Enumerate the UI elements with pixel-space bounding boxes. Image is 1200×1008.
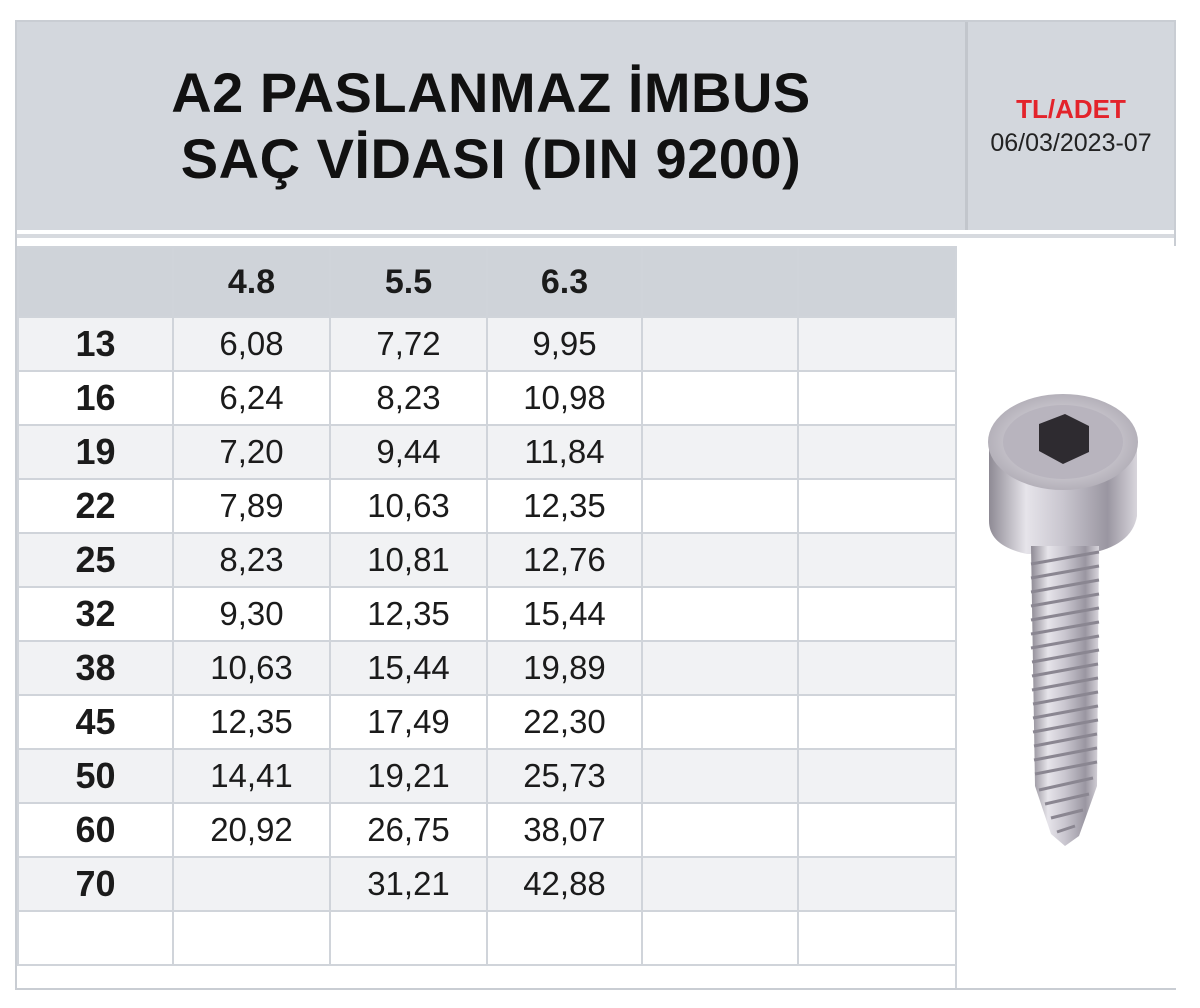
price-cell	[642, 911, 798, 965]
price-cell: 17,49	[330, 695, 487, 749]
price-cell	[798, 479, 956, 533]
price-cell: 19,89	[487, 641, 642, 695]
price-table	[17, 246, 957, 966]
price-cell: 12,35	[173, 695, 330, 749]
table-row	[18, 317, 956, 371]
price-cell	[798, 425, 956, 479]
table-row	[18, 749, 956, 803]
row-length-cell: 60	[18, 803, 173, 857]
price-cell: 20,92	[173, 803, 330, 857]
price-cell	[798, 857, 956, 911]
price-cell	[642, 857, 798, 911]
header-separator	[17, 234, 1174, 238]
price-cell: 12,35	[330, 587, 487, 641]
price-cell: 26,75	[330, 803, 487, 857]
table-row	[18, 371, 956, 425]
table-row	[18, 695, 956, 749]
price-cell: 7,20	[173, 425, 330, 479]
table-row	[18, 587, 956, 641]
price-cell	[642, 749, 798, 803]
price-cell: 8,23	[330, 371, 487, 425]
price-cell: 14,41	[173, 749, 330, 803]
price-cell: 6,24	[173, 371, 330, 425]
price-cell: 22,30	[487, 695, 642, 749]
price-cell: 11,84	[487, 425, 642, 479]
page-title	[17, 22, 965, 230]
price-cell	[642, 425, 798, 479]
price-cell	[798, 317, 956, 371]
row-length-cell: 25	[18, 533, 173, 587]
price-cell	[642, 533, 798, 587]
unit-label: TL/ADET	[1016, 94, 1126, 124]
price-cell: 9,44	[330, 425, 487, 479]
column-header: 4.8	[173, 247, 330, 317]
price-cell: 7,72	[330, 317, 487, 371]
price-cell: 9,95	[487, 317, 642, 371]
price-cell: 7,89	[173, 479, 330, 533]
price-cell: 15,44	[330, 641, 487, 695]
column-header: 5.5	[330, 247, 487, 317]
hex-socket-screw-icon	[957, 246, 1176, 988]
column-header: 6.3	[487, 247, 642, 317]
column-header	[798, 247, 956, 317]
price-cell	[642, 587, 798, 641]
price-cell: 31,21	[330, 857, 487, 911]
price-cell	[798, 371, 956, 425]
price-cell: 6,08	[173, 317, 330, 371]
title-line-1: A2 PASLANMAZ İMBUS	[171, 61, 811, 124]
table-row	[18, 533, 956, 587]
row-length-cell: 22	[18, 479, 173, 533]
price-cell: 12,35	[487, 479, 642, 533]
table-header-row	[18, 247, 956, 317]
column-header	[18, 247, 173, 317]
row-length-cell	[18, 911, 173, 965]
price-cell	[642, 371, 798, 425]
row-length-cell: 16	[18, 371, 173, 425]
table-row	[18, 641, 956, 695]
price-cell: 12,76	[487, 533, 642, 587]
table-row	[18, 803, 956, 857]
row-length-cell: 13	[18, 317, 173, 371]
row-length-cell: 45	[18, 695, 173, 749]
table-row	[18, 857, 956, 911]
price-cell	[642, 641, 798, 695]
price-cell	[798, 803, 956, 857]
row-length-cell: 32	[18, 587, 173, 641]
price-cell	[330, 911, 487, 965]
price-cell: 10,63	[173, 641, 330, 695]
price-cell	[798, 533, 956, 587]
row-length-cell: 50	[18, 749, 173, 803]
product-image-cell	[955, 246, 1176, 988]
price-cell	[173, 911, 330, 965]
price-cell: 19,21	[330, 749, 487, 803]
price-date: 06/03/2023-07	[990, 129, 1152, 157]
title-line-2: SAÇ VİDASI (DIN 9200)	[180, 127, 802, 190]
price-cell	[173, 857, 330, 911]
row-length-cell: 38	[18, 641, 173, 695]
column-header	[642, 247, 798, 317]
row-length-cell: 70	[18, 857, 173, 911]
unit-box	[968, 22, 1174, 230]
price-cell: 9,30	[173, 587, 330, 641]
price-cell	[798, 749, 956, 803]
price-cell	[798, 587, 956, 641]
table-row	[18, 911, 956, 965]
price-cell	[798, 641, 956, 695]
price-cell: 10,81	[330, 533, 487, 587]
price-cell: 8,23	[173, 533, 330, 587]
price-cell: 25,73	[487, 749, 642, 803]
price-cell: 10,63	[330, 479, 487, 533]
price-cell	[642, 695, 798, 749]
price-cell: 10,98	[487, 371, 642, 425]
price-cell	[798, 695, 956, 749]
table-row	[18, 425, 956, 479]
price-cell	[642, 803, 798, 857]
price-cell: 42,88	[487, 857, 642, 911]
price-cell: 15,44	[487, 587, 642, 641]
price-cell	[798, 911, 956, 965]
price-cell	[642, 479, 798, 533]
row-length-cell: 19	[18, 425, 173, 479]
price-cell: 38,07	[487, 803, 642, 857]
table-row	[18, 479, 956, 533]
price-cell	[487, 911, 642, 965]
price-cell	[642, 317, 798, 371]
